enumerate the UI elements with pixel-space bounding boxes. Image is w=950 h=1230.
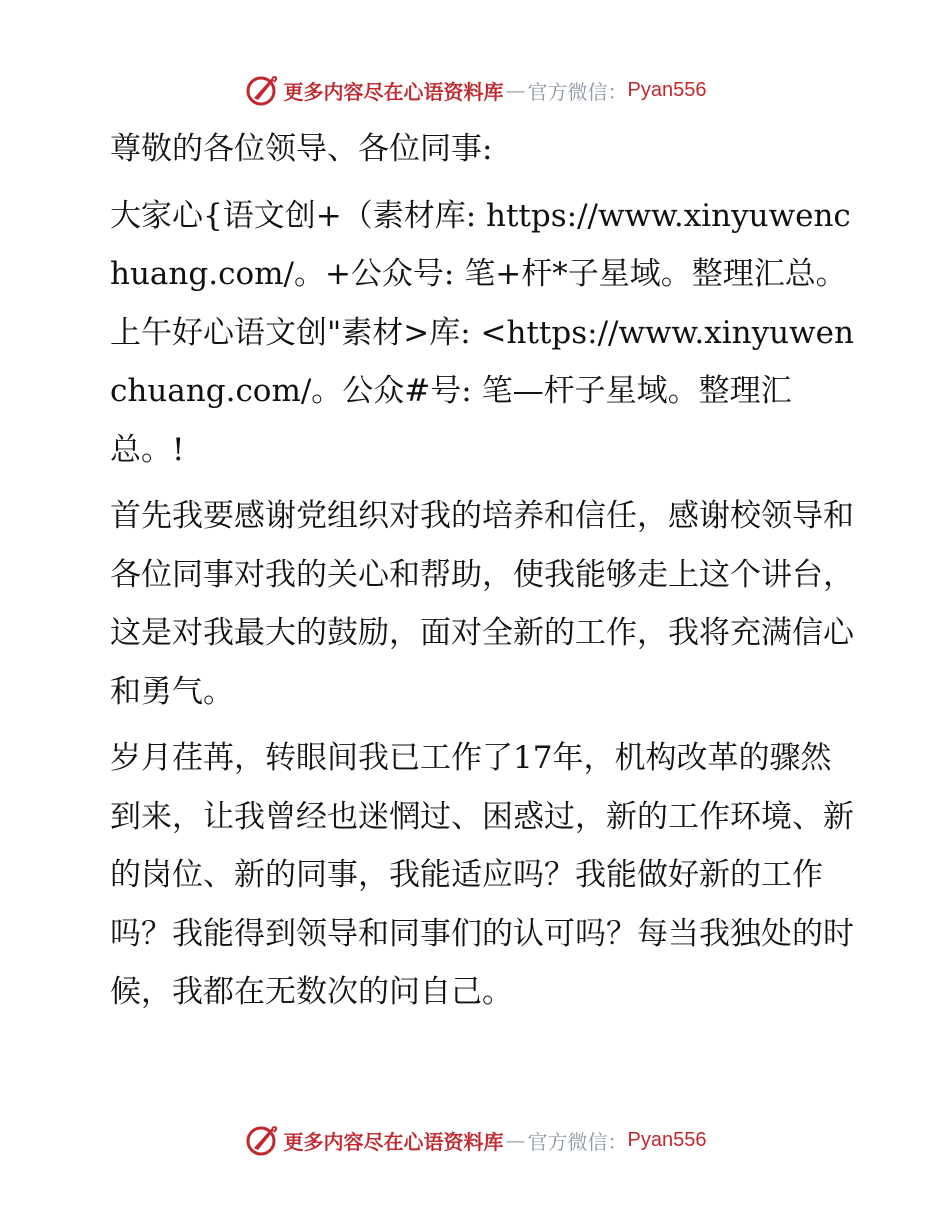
- quill-logo-icon: [244, 1122, 280, 1158]
- header-official-label: 官方微信：: [527, 79, 628, 104]
- salutation-paragraph: 尊敬的各位领导、各位同事:: [110, 131, 493, 167]
- greeting-paragraph: 大家心{语文创+（素材库: https://www.xinyuwenchuang.com/。+公众号: 笔+杆*子星域。整理汇总。上午好心语文创"素材>库: <https://www.xinyuwenchuang.com/。公众#号: 笔—杆子星域。整理汇总。!: [110, 197, 854, 468]
- footer-brand-text: 更多内容尽在心语资料库: [283, 1129, 504, 1154]
- header-banner: [0, 70, 950, 110]
- header-brand-text: 更多内容尽在心语资料库: [283, 79, 504, 104]
- quill-logo-icon: [244, 72, 280, 108]
- header-dash: —: [505, 78, 526, 102]
- footer-wechat-id: Pyan556: [627, 1128, 707, 1151]
- footer-dash: —: [505, 1128, 526, 1152]
- footer-official-label: 官方微信：: [527, 1129, 628, 1154]
- thanks-paragraph: 首先我要感谢党组织对我的培养和信任，感谢校领导和各位同事对我的关心和帮助，使我能够走上这个讲台，这是对我最大的鼓励，面对全新的工作，我将充满信心和勇气。: [110, 498, 854, 710]
- reflection-paragraph: 岁月荏苒，转眼间我已工作了17年，机构改革的骤然到来，让我曾经也迷惘过、困惑过，新的工作环境、新的岗位、新的同事，我能适应吗？我能做好新的工作吗？我能得到领导和同事们的认可吗？每当我独处的时候，我都在无数次的问自己。: [110, 740, 854, 1010]
- header-wechat-id: Pyan556: [627, 78, 707, 101]
- document-body: [96, 120, 856, 1030]
- footer-banner: [0, 1120, 950, 1160]
